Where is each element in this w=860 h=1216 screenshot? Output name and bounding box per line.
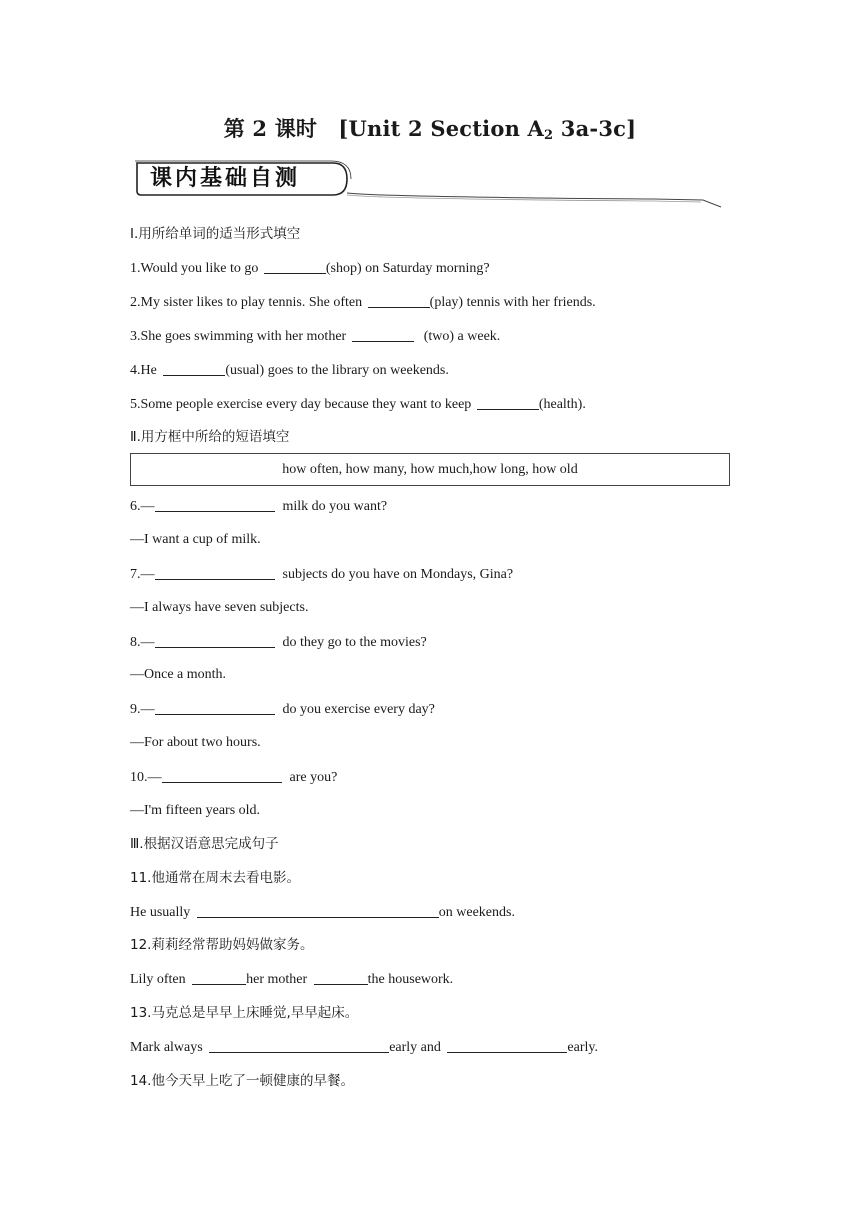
question-hint: (shop) on Saturday morning? [325, 261, 490, 276]
question-7 [130, 565, 513, 584]
question-11 [130, 903, 515, 922]
question-text: 4.He [130, 363, 157, 378]
question-text-end: early. [567, 1040, 598, 1055]
question-text: 1.Would you like to go [130, 261, 259, 276]
answer-blank[interactable] [447, 1038, 567, 1053]
answer-blank[interactable] [197, 903, 439, 918]
question-text: milk do you want? [282, 499, 388, 514]
question-hint: (two) a week. [423, 329, 501, 344]
question-text: 5.Some people exercise every day because they want to keep [130, 397, 472, 412]
question-5 [130, 395, 586, 414]
question-number: 7.— [130, 567, 155, 582]
question-1 [130, 259, 490, 278]
answer-blank[interactable] [477, 395, 539, 410]
question-text: subjects do you have on Mondays, Gina? [282, 567, 514, 582]
question-text: He usually [130, 905, 191, 920]
question-8 [130, 633, 427, 652]
question-text: Lily often [130, 972, 186, 987]
question-3 [130, 327, 500, 346]
answer-blank[interactable] [264, 259, 326, 274]
answer-8: —Once a month. [130, 667, 227, 682]
question-text: Mark always [130, 1040, 203, 1055]
section-3-heading: Ⅲ.根据汉语意思完成句子 [130, 836, 279, 852]
answer-blank[interactable] [155, 497, 275, 512]
question-text-end: the housework. [367, 972, 454, 987]
question-13 [130, 1038, 598, 1057]
question-number: 8.— [130, 635, 155, 650]
question-12 [130, 970, 453, 989]
section-banner [133, 159, 723, 211]
answer-blank[interactable] [155, 700, 275, 715]
question-text-mid: early and [389, 1040, 441, 1055]
answer-blank[interactable] [352, 327, 414, 342]
section-1-heading: Ⅰ.用所给单词的适当形式填空 [130, 226, 301, 242]
answer-10: —I'm fifteen years old. [130, 803, 261, 818]
question-text: do they go to the movies? [282, 635, 427, 650]
phrase-box: how often, how many, how much,how long, how old [130, 453, 730, 486]
question-2 [130, 293, 596, 312]
question-4 [130, 361, 449, 380]
answer-blank[interactable] [162, 768, 282, 783]
question-text: are you? [289, 770, 338, 785]
question-6 [130, 497, 387, 516]
answer-blank[interactable] [314, 970, 368, 985]
question-hint: (usual) goes to the library on weekends. [225, 363, 449, 378]
section-2-heading: Ⅱ.用方框中所给的短语填空 [130, 429, 290, 445]
question-14-chinese: 14.他今天早上吃了一顿健康的早餐。 [130, 1073, 354, 1089]
question-number: 6.— [130, 499, 155, 514]
banner-label: 课内基础自测 [150, 166, 301, 191]
question-text: 2.My sister likes to play tennis. She often [130, 295, 363, 310]
answer-6: —I want a cup of milk. [130, 532, 261, 547]
question-text-mid: her mother [246, 972, 308, 987]
answer-blank[interactable] [155, 633, 275, 648]
page-title [0, 113, 860, 143]
question-12-chinese: 12.莉莉经常帮助妈妈做家务。 [130, 937, 314, 953]
answer-blank[interactable] [155, 565, 275, 580]
question-text: 3.She goes swimming with her mother [130, 329, 347, 344]
title-tail: 3a-3c] [553, 116, 637, 141]
answer-blank[interactable] [368, 293, 430, 308]
question-9 [130, 700, 435, 719]
question-text-end: on weekends. [438, 905, 515, 920]
answer-9: —For about two hours. [130, 735, 261, 750]
answer-blank[interactable] [192, 970, 246, 985]
question-hint: (health). [538, 397, 586, 412]
answer-7: —I always have seven subjects. [130, 600, 309, 615]
question-hint: (play) tennis with her friends. [429, 295, 596, 310]
answer-blank[interactable] [163, 361, 225, 376]
title-main: 第 2 课时 [Unit 2 Section A [223, 116, 545, 141]
question-10 [130, 768, 337, 787]
title-subscript: 2 [544, 128, 554, 143]
question-13-chinese: 13.马克总是早早上床睡觉,早早起床。 [130, 1005, 359, 1021]
question-text: do you exercise every day? [282, 702, 435, 717]
answer-blank[interactable] [209, 1038, 389, 1053]
question-number: 9.— [130, 702, 155, 717]
question-11-chinese: 11.他通常在周末去看电影。 [130, 870, 300, 886]
question-number: 10.— [130, 770, 162, 785]
